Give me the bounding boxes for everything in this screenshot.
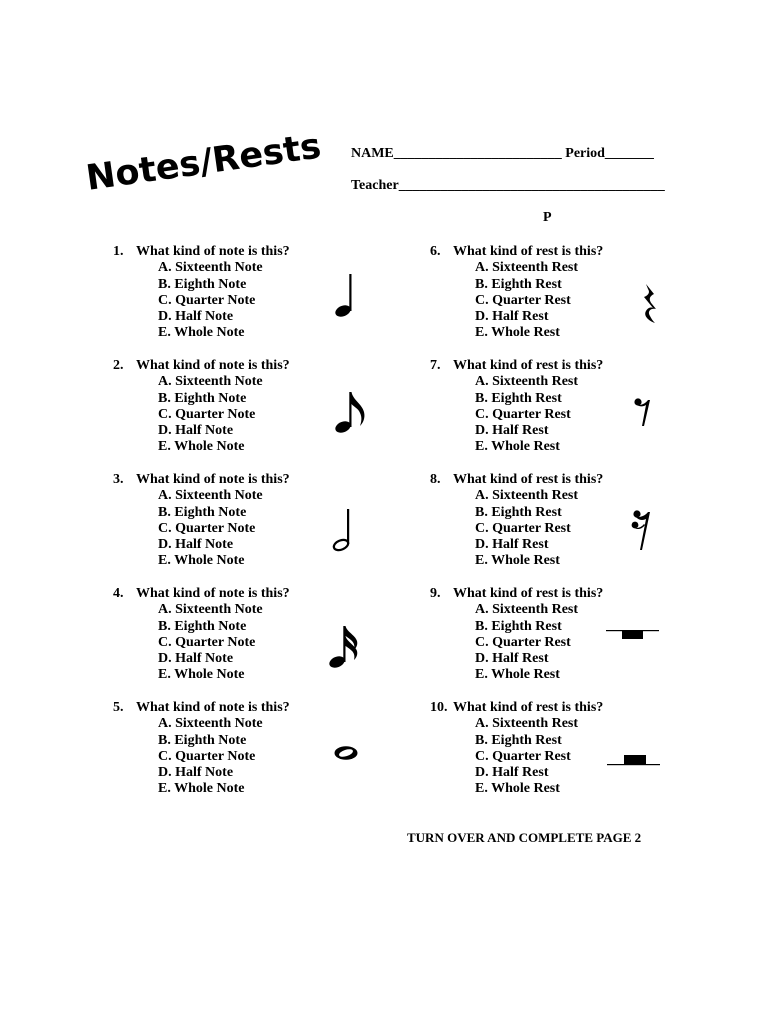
question-text: What kind of rest is this? — [453, 244, 604, 259]
option-b[interactable]: B. Eighth Note — [158, 276, 247, 292]
question-number: 7. — [430, 358, 441, 373]
option-d[interactable]: D. Half Rest — [475, 423, 549, 439]
question-10 — [430, 700, 603, 798]
option-e[interactable]: E. Whole Rest — [475, 439, 560, 455]
option-b[interactable]: B. Eighth Note — [158, 618, 247, 634]
option-d[interactable]: D. Half Rest — [475, 309, 549, 325]
half-note-icon — [330, 506, 360, 557]
question-7 — [430, 358, 603, 456]
question-2 — [113, 358, 290, 456]
option-d[interactable]: D. Half Note — [158, 309, 234, 325]
option-a[interactable]: A. Sixteenth Note — [158, 716, 263, 732]
option-b[interactable]: B. Eighth Note — [158, 390, 247, 406]
option-a[interactable]: A. Sixteenth Rest — [475, 716, 579, 732]
option-a[interactable]: A. Sixteenth Rest — [475, 260, 579, 276]
option-c[interactable]: C. Quarter Note — [158, 748, 256, 764]
option-a[interactable]: A. Sixteenth Note — [158, 602, 263, 618]
option-e[interactable]: E. Whole Rest — [475, 325, 560, 341]
eighth-note-icon — [334, 390, 374, 441]
option-e[interactable]: E. Whole Note — [158, 667, 245, 683]
sixteenth-note-icon — [327, 624, 367, 677]
question-text: What kind of note is this? — [136, 700, 290, 715]
option-d[interactable]: D. Half Note — [158, 765, 234, 781]
option-d[interactable]: D. Half Note — [158, 423, 234, 439]
option-a[interactable]: A. Sixteenth Note — [158, 374, 263, 390]
question-text: What kind of rest is this? — [453, 586, 604, 601]
question-text: What kind of rest is this? — [453, 700, 604, 715]
half-rest-icon — [607, 752, 661, 777]
option-c[interactable]: C. Quarter Note — [158, 634, 256, 650]
option-a[interactable]: A. Sixteenth Note — [158, 488, 263, 504]
whole-note-icon — [331, 742, 363, 771]
option-c[interactable]: C. Quarter Rest — [475, 748, 571, 764]
option-a[interactable]: A. Sixteenth Rest — [475, 374, 579, 390]
question-text: What kind of note is this? — [136, 586, 290, 601]
option-c[interactable]: C. Quarter Rest — [475, 292, 571, 308]
title-text: Notes/Rests — [83, 126, 324, 199]
quarter-note-icon — [334, 272, 364, 323]
option-e[interactable]: E. Whole Note — [158, 781, 245, 797]
option-d[interactable]: D. Half Rest — [475, 651, 549, 667]
option-e[interactable]: E. Whole Rest — [475, 667, 560, 683]
option-e[interactable]: E. Whole Rest — [475, 781, 560, 797]
option-c[interactable]: C. Quarter Rest — [475, 520, 571, 536]
option-e[interactable]: E. Whole Rest — [475, 553, 560, 569]
eighth-rest-icon — [633, 396, 655, 433]
question-3 — [113, 472, 290, 570]
question-6 — [430, 244, 603, 342]
quarter-rest-icon — [639, 283, 665, 330]
option-b[interactable]: B. Eighth Rest — [475, 276, 562, 292]
question-number: 2. — [113, 358, 124, 373]
option-a[interactable]: A. Sixteenth Rest — [475, 488, 579, 504]
worksheet-title — [82, 120, 352, 200]
option-d[interactable]: D. Half Rest — [475, 765, 549, 781]
option-e[interactable]: E. Whole Note — [158, 325, 245, 341]
option-c[interactable]: C. Quarter Note — [158, 406, 256, 422]
page-label: P — [543, 210, 552, 225]
name-period-line: NAME________________________ Period_______ — [351, 146, 654, 161]
option-a[interactable]: A. Sixteenth Note — [158, 260, 263, 276]
question-number: 6. — [430, 244, 441, 259]
option-e[interactable]: E. Whole Note — [158, 439, 245, 455]
question-number: 9. — [430, 586, 441, 601]
option-c[interactable]: C. Quarter Rest — [475, 634, 571, 650]
option-c[interactable]: C. Quarter Note — [158, 292, 256, 308]
question-text: What kind of note is this? — [136, 244, 290, 259]
question-5 — [113, 700, 290, 798]
question-number: 8. — [430, 472, 441, 487]
sixteenth-rest-icon — [630, 508, 656, 557]
option-d[interactable]: D. Half Rest — [475, 537, 549, 553]
option-c[interactable]: C. Quarter Note — [158, 520, 256, 536]
question-number: 1. — [113, 244, 124, 259]
question-number: 5. — [113, 700, 124, 715]
option-a[interactable]: A. Sixteenth Rest — [475, 602, 579, 618]
question-4 — [113, 586, 290, 684]
question-text: What kind of rest is this? — [453, 358, 604, 373]
question-number: 3. — [113, 472, 124, 487]
question-number: 4. — [113, 586, 124, 601]
option-e[interactable]: E. Whole Note — [158, 553, 245, 569]
option-b[interactable]: B. Eighth Note — [158, 504, 247, 520]
footer-instruction: TURN OVER AND COMPLETE PAGE 2 — [407, 830, 642, 845]
question-text: What kind of rest is this? — [453, 472, 604, 487]
teacher-line: Teacher______________________________________ — [351, 178, 665, 193]
option-b[interactable]: B. Eighth Rest — [475, 732, 562, 748]
question-text: What kind of note is this? — [136, 358, 290, 373]
option-c[interactable]: C. Quarter Rest — [475, 406, 571, 422]
whole-rest-icon — [606, 624, 660, 649]
option-b[interactable]: B. Eighth Rest — [475, 618, 562, 634]
question-text: What kind of note is this? — [136, 472, 290, 487]
option-b[interactable]: B. Eighth Note — [158, 732, 247, 748]
question-number: 10. — [430, 700, 448, 715]
question-9 — [430, 586, 603, 684]
question-1 — [113, 244, 290, 342]
option-b[interactable]: B. Eighth Rest — [475, 390, 562, 406]
question-8 — [430, 472, 603, 570]
option-d[interactable]: D. Half Note — [158, 537, 234, 553]
option-d[interactable]: D. Half Note — [158, 651, 234, 667]
option-b[interactable]: B. Eighth Rest — [475, 504, 562, 520]
